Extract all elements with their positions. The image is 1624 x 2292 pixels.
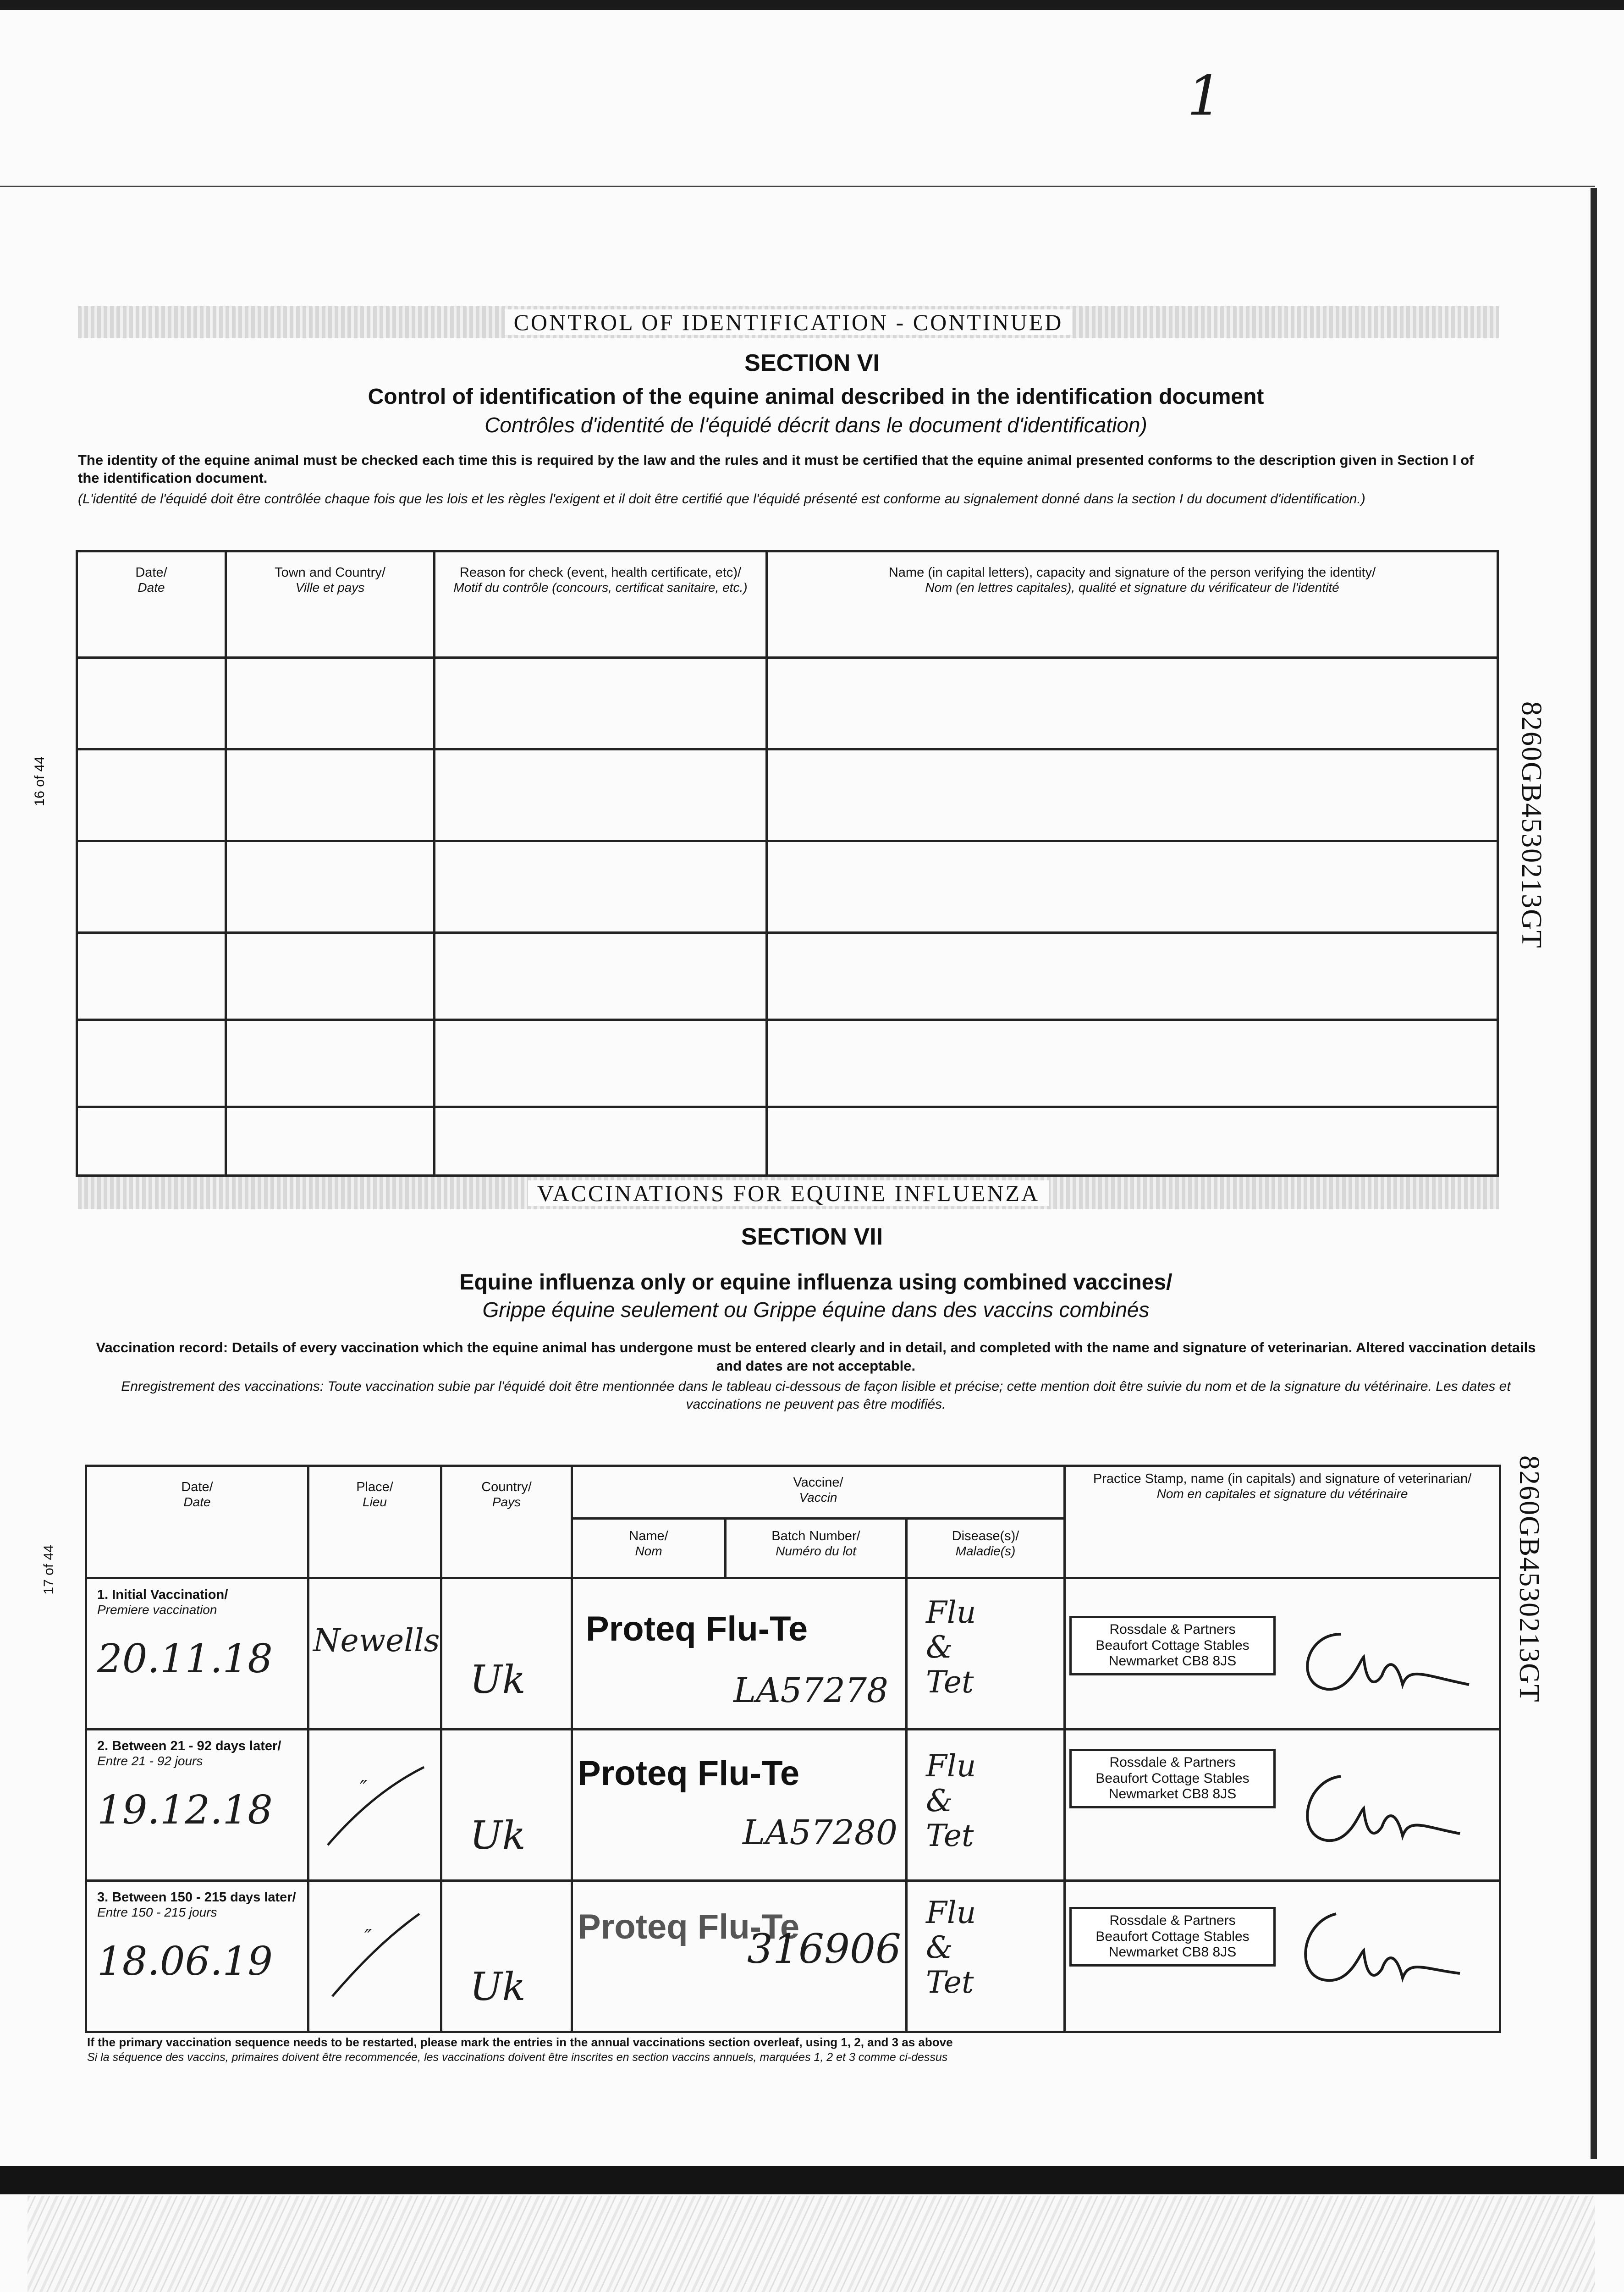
section7-heading: SECTION VII [741,1223,883,1250]
vaccination-column-date [86,1466,308,1578]
vaccination-column-place [308,1466,441,1578]
column-place-fr: Lieu [363,1495,387,1510]
column-town-fr: Ville et pays [295,580,365,595]
vaccination-stamp-cell[interactable] [1065,1730,1500,1881]
table-cell[interactable] [767,1020,1498,1107]
column-name-fr: Nom [635,1544,662,1559]
table-row [77,749,1498,841]
table-header-row [77,551,1498,658]
column-town-en: Town and Country/ [275,565,385,580]
table-cell[interactable] [226,1107,435,1176]
section6-banner-text: CONTROL OF IDENTIFICATION - CONTINUED [505,309,1073,335]
stamp-line: Rossdale & Partners [1109,1913,1236,1928]
table-cell[interactable] [226,749,435,841]
column-disease-en: Disease(s)/ [952,1529,1019,1543]
vaccination-column-disease [907,1519,1065,1578]
stamp-line: Newmarket CB8 8JS [1108,1945,1237,1960]
column-date-en: Date/ [181,1480,213,1494]
vaccination-date-cell[interactable] [86,1881,308,2032]
vaccination-column-stamp [1065,1466,1500,1578]
vaccination-stage-label [97,1890,307,1920]
stage-label-en: 2. Between 21 - 92 days later/ [97,1739,281,1753]
column-date-en: Date/ [135,565,167,580]
section7-title-fr: Grippe équine seulement ou Grippe équine dans des vaccins combinés [482,1298,1150,1322]
table-cell[interactable] [77,933,226,1020]
vaccination-place-cell[interactable] [308,1881,441,2032]
stamp-line: Beaufort Cottage Stables [1096,1770,1250,1786]
column-disease-fr: Maladie(s) [955,1544,1016,1559]
vaccine-name: Proteq Flu-Te [578,1907,800,1946]
vaccination-country-cell[interactable] [441,1578,572,1730]
table-cell[interactable] [767,658,1498,749]
vaccination-vaccine-cell[interactable] [572,1730,907,1881]
section7-banner-text: VACCINATIONS FOR EQUINE INFLUENZA [528,1180,1049,1206]
vet-signature [1286,1607,1478,1708]
table-cell[interactable] [226,841,435,933]
vaccination-date-cell[interactable] [86,1578,308,1730]
vaccination-row [86,1730,1500,1881]
table-cell[interactable] [767,933,1498,1020]
column-stamp-en: Practice Stamp, name (in capitals) and signature of veterinarian/ [1093,1471,1472,1486]
vaccine-batch-number: 316906 [747,1925,901,1972]
section6-intro-en: The identity of the equine animal must be checked each time this is required by the law and the rules and it must be certified that the equine animal presented conforms to the description given in Section I of the identification document. [78,452,1474,486]
ditto-mark [319,1763,429,1854]
column-town-country [226,551,435,658]
table-cell[interactable] [435,749,767,841]
vaccination-disease-cell[interactable] [907,1730,1065,1881]
column-country-en: Country/ [481,1480,532,1494]
vaccination-country: Uk [470,1813,526,1858]
restart-footnote-fr: Si la séquence des vaccins, primaires doivent être recommencée, les vaccinations doivent être inscrites en section vaccins annuels, marquées 1, 2 et 3 comme ci-dessus [87,2051,948,2064]
stage-label-en: 1. Initial Vaccination/ [97,1587,228,1602]
table-cell[interactable] [77,1020,226,1107]
column-vaccine-fr: Vaccin [799,1490,837,1505]
vaccination-place-cell[interactable] [308,1578,441,1730]
section7-banner [78,1177,1499,1209]
column-date-fr: Date [138,580,165,595]
side-identifier-top: 8260GB4530213GT [1516,701,1547,949]
vaccination-country-cell[interactable] [441,1881,572,2032]
identification-check-table [76,550,1499,1177]
vaccine-batch-number: LA57278 [733,1671,888,1710]
section6-heading: SECTION VI [744,350,880,376]
vaccination-date: 20.11.18 [97,1636,273,1682]
table-row [77,933,1498,1020]
column-name-en: Name/ [629,1529,668,1543]
practice-stamp [1069,1616,1276,1675]
table-cell[interactable] [77,749,226,841]
column-vaccine-en: Vaccine/ [793,1475,843,1490]
vaccination-country: Uk [470,1964,526,2009]
vaccination-row [86,1578,1500,1730]
vaccination-stamp-cell[interactable] [1065,1578,1500,1730]
vaccination-column-vaccine [572,1466,1065,1519]
stamp-line: Beaufort Cottage Stables [1096,1637,1250,1653]
vet-signature [1286,1758,1478,1859]
column-verifier [767,551,1498,658]
table-cell[interactable] [767,749,1498,841]
vaccination-record-fr: Enregistrement des vaccinations: Toute vaccination subie par l'équidé doit être mentionnée dans le tableau ci-dessous de façon lisible et précise; cette mention doit être suivie du nom et de la signature du vétérinaire. Les dates et vaccinations ne peuvent pas être modifiés. [121,1379,1511,1412]
section6-title-en: Control of identification of the equine animal described in the identification document [368,385,1264,409]
vaccine-batch-number: LA57280 [743,1813,897,1852]
column-reason [435,551,767,658]
vaccination-country-cell[interactable] [441,1730,572,1881]
vaccination-record-en: Vaccination record: Details of every vaccination which the equine animal has undergone must be entered clearly and in detail, and completed with the name and signature of veterinarian. Altered vaccination details and dates are not acceptable. [96,1339,1536,1374]
vaccination-stage-label [97,1739,307,1769]
section6-title-fr: Contrôles d'identité de l'équidé décrit dans le document d'identification) [484,413,1147,437]
vaccination-date: 18.06.19 [97,1938,273,1984]
column-verifier-fr: Nom (en lettres capitales), qualité et signature du vérificateur de l'identité [925,580,1339,595]
column-date-fr: Date [183,1495,211,1510]
table-row [77,1020,1498,1107]
table-cell[interactable] [435,1020,767,1107]
page-fold-line [0,186,1595,191]
column-place-en: Place/ [356,1480,393,1494]
table-cell[interactable] [435,658,767,749]
table-cell[interactable] [77,658,226,749]
table-cell[interactable] [767,841,1498,933]
scan-noise [28,2196,1595,2292]
vet-signature [1286,1900,1478,2001]
vaccine-name: Proteq Flu-Te [578,1754,800,1793]
vaccination-date-cell[interactable] [86,1730,308,1881]
column-date [77,551,226,658]
restart-footnote-en: If the primary vaccination sequence needs to be restarted, please mark the entries in the annual vaccinations section overleaf, using 1, 2, and 3 as above [87,2035,953,2049]
practice-stamp [1069,1749,1276,1808]
table-cell[interactable] [226,933,435,1020]
practice-stamp [1069,1907,1276,1967]
column-batch-en: Batch Number/ [771,1529,860,1543]
column-reason-fr: Motif du contrôle (concours, certificat sanitaire, etc.) [453,580,748,595]
table-row [77,841,1498,933]
stamp-line: Rossdale & Partners [1109,1755,1236,1770]
table-cell[interactable] [435,841,767,933]
stamp-line: Newmarket CB8 8JS [1108,1786,1237,1802]
vaccine-name: Proteq Flu-Te [586,1609,808,1648]
stamp-line: Rossdale & Partners [1109,1622,1236,1637]
section6-banner [78,306,1499,338]
table-row [77,1107,1498,1176]
table-row [77,658,1498,749]
page-right-edge [1591,188,1597,2159]
table-cell[interactable] [435,1107,767,1176]
stage-label-fr: Entre 21 - 92 jours [97,1754,203,1769]
column-country-fr: Pays [492,1495,521,1510]
stage-label-fr: Premiere vaccination [97,1603,217,1617]
section7-title-en: Equine influenza only or equine influenza using combined vaccines/ [459,1270,1173,1295]
stage-label-en: 3. Between 150 - 215 days later/ [97,1890,296,1905]
section6-intro-fr: (L'identité de l'équidé doit être contrôlée chaque fois que les lois et les règles l'exigent et il doit être certifié que l'équidé présenté est conforme au signalement donné dans la section I du document d'identification.) [78,491,1365,507]
stage-label-fr: Entre 150 - 215 jours [97,1905,217,1920]
vaccination-column-name [572,1519,726,1578]
vaccination-place-cell[interactable] [308,1730,441,1881]
vaccination-column-country [441,1466,572,1578]
column-stamp-fr: Nom en capitales et signature du vétérinaire [1156,1487,1408,1501]
vaccination-date: 19.12.18 [97,1787,273,1833]
vaccination-disease: Flu & Tet [926,1595,976,1700]
vaccination-stage-label [97,1587,307,1618]
table-cell[interactable] [77,841,226,933]
table-cell[interactable] [226,658,435,749]
vaccination-disease: Flu & Tet [926,1748,976,1853]
handwritten-page-mark: 1 [1187,64,1222,128]
column-batch-fr: Numéro du lot [776,1544,856,1559]
vaccination-vaccine-cell[interactable] [572,1881,907,2032]
vaccination-place: ″ [364,1925,372,1949]
vaccination-vaccine-cell[interactable] [572,1578,907,1730]
vaccination-place: ″ [360,1776,368,1800]
page-number-16: 16 of 44 [32,756,47,806]
scan-bottom-edge [0,2166,1624,2194]
vaccination-table [85,1465,1501,2033]
vaccination-country: Uk [470,1657,526,1702]
side-identifier-bottom: 8260GB4530213GT [1514,1455,1545,1703]
table-cell[interactable] [77,1107,226,1176]
column-verifier-en: Name (in capital letters), capacity and signature of the person verifying the identity/ [888,565,1376,580]
page-number-17: 17 of 44 [41,1545,56,1595]
table-cell[interactable] [435,933,767,1020]
ditto-mark [319,1909,429,2001]
vaccination-disease-cell[interactable] [907,1881,1065,2032]
vaccination-column-batch [726,1519,907,1578]
column-reason-en: Reason for check (event, health certificate, etc)/ [459,565,742,580]
vaccination-row [86,1881,1500,2032]
vaccination-disease: Flu & Tet [926,1895,976,2000]
table-cell[interactable] [767,1107,1498,1176]
vaccination-stamp-cell[interactable] [1065,1881,1500,2032]
vaccination-place: Newells [313,1623,440,1659]
vaccination-header-row-1 [86,1466,1500,1519]
scan-top-edge [0,0,1624,10]
table-cell[interactable] [226,1020,435,1107]
vaccination-disease-cell[interactable] [907,1578,1065,1730]
stamp-line: Newmarket CB8 8JS [1108,1653,1237,1669]
stamp-line: Beaufort Cottage Stables [1096,1928,1250,1944]
